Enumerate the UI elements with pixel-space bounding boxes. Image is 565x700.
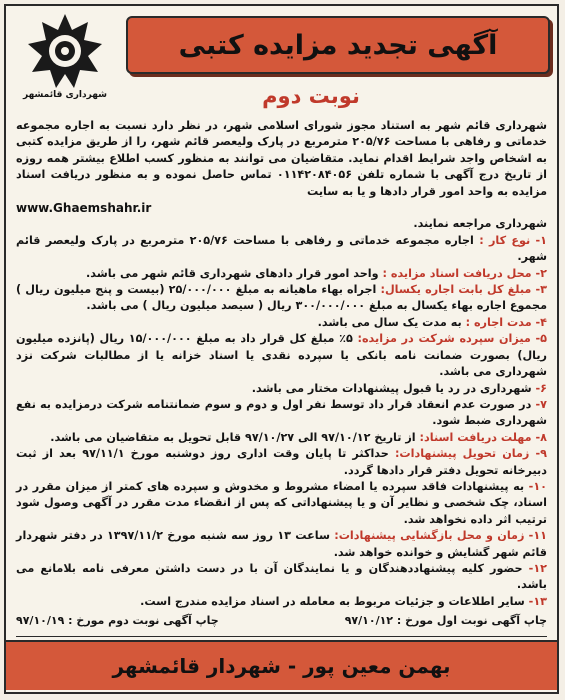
condition-label: ۱۰- [528, 479, 547, 493]
logo-caption: شهرداری قائمشهر [22, 90, 108, 100]
second-print-date: چاپ آگهی نوبت دوم مورخ : ۹۷/۱۰/۱۹ [16, 614, 219, 627]
condition-item [16, 528, 547, 561]
condition-text: واحد امور قرار دادهای شهرداری قائم شهر می باشد. [86, 266, 383, 280]
intro-text: شهرداری قائم شهر به استناد مجوز شورای اسلامی شهر، در نظر دارد نسبت به اجاره مجموعه خدماتی و رفاهی با مساحت ۲۰۵/۷۶ مترمربع در پارک ولیعصر قائم شهر، را از طریق مزایده کتبی به اشخاص واجد شرایط اقدام نماید. متقاضیان می توانند به منظور کسب اطلاع بیشتر همه روزه از تاریخ درج آگهی با شماره تلفن ۰۱۱۴۲۰۸۴۰۵۶ تماس حاصل نموده و به منظور دریافت اسناد مزایده به واحد امور قرار دادها و یا به سایت [16, 119, 547, 198]
announcement-body [16, 118, 547, 610]
signature-text: بهمن معین پور - شهردار قائمشهر [112, 654, 451, 678]
conditions-list [16, 233, 547, 610]
round-label: نوبت دوم [262, 84, 360, 108]
condition-label: ۳- مبلغ کل بابت اجاره یکسال: [380, 283, 547, 297]
condition-label: ۶- [535, 381, 547, 395]
condition-text: به پیشنهادات فاقد سپرده یا امضاء مشروط و مخدوش و سپرده های کمتر از میزان مقرر در اسناد، چک شخصی و نظایر آن و یا پیشنهاداتی که پس از انقضاء مدت مقرر در آگهی وصول شود ترتیب اثر داده نخواهد شد. [16, 479, 547, 526]
condition-item [16, 446, 547, 479]
condition-label: ۵- میزان سپرده شرکت در مزایده: [357, 332, 547, 346]
condition-text: ساعت ۱۳ روز سه شنبه مورخ ۱۳۹۷/۱۱/۲ در دفتر شهردار قائم شهر گشایش و خوانده خواهد شد. [16, 529, 547, 559]
condition-item [16, 381, 547, 397]
condition-text: اجاره مجموعه خدماتی و رفاهی با مساحت ۲۰۵/۷۶ مترمربع در پارک ولیعصر قائم شهر. [16, 233, 547, 264]
emblem-icon [26, 12, 104, 90]
municipality-logo [20, 12, 110, 116]
condition-label: ۱- نوع کار : [479, 233, 548, 247]
website-link[interactable]: www.Ghaemshahr.ir [16, 201, 152, 216]
condition-text: در صورت عدم انعقاد قرار داد توسط نفر اول و دوم و سوم ضمانتنامه شرکت درمزایده به نفع شهرداری ضبط شود. [16, 397, 547, 428]
condition-item [16, 594, 547, 610]
condition-label: ۱۲- [528, 561, 547, 575]
intro-paragraph [16, 118, 547, 233]
first-print-date: چاپ آگهی نوبت اول مورخ : ۹۷/۱۰/۱۲ [344, 614, 547, 627]
condition-text: به مدت یک سال می باشد. [317, 315, 466, 329]
condition-text: ۵٪ مبلغ کل قرار داد به مبلغ ۱۵/۰۰۰/۰۰۰ ریال (پانزده میلیون ریال) بصورت ضمانت نامه بانکی یا سپرده نقدی یا اسناد خزانه یا از مطالبات شرکت نزد شهرداری می باشد. [16, 332, 547, 379]
condition-text: اجراه بهاء ماهیانه به مبلغ ۲۵/۰۰۰/۰۰۰ (بیست و پنج میلیون ریال ) مجموع اجاره بهاء یکسال به مبلغ ۳۰۰/۰۰۰/۰۰۰ ریال ( سیصد میلیون ریال ) می باشد. [16, 283, 547, 313]
condition-item [16, 315, 547, 331]
divider [16, 636, 547, 637]
header [6, 6, 557, 121]
condition-item [16, 266, 547, 282]
signature-banner [6, 640, 557, 690]
condition-label: ۹- زمان تحویل پیشنهادات: [394, 447, 547, 461]
condition-item [16, 331, 547, 380]
condition-text: حضور کلیه پیشنهاددهندگان و یا نمایندگان آن با در دست داشتن معرفی نامه بلامانع می باشد. [16, 561, 547, 592]
announcement-page [4, 4, 559, 694]
print-dates [16, 614, 547, 632]
condition-item [16, 397, 547, 430]
condition-label: ۸- مهلت دریافت اسناد: [419, 430, 547, 444]
condition-item [16, 479, 547, 528]
condition-text: حداکثر تا پایان وقت اداری روز دوشنبه مورخ ۹۷/۱۱/۱ بعد از ثبت دبیرخانه تحویل دفتر قرار دادها گردد. [16, 447, 547, 477]
intro-tail: شهرداری مراجعه نمایند. [413, 217, 547, 231]
condition-text: سایر اطلاعات و جزئیات مربوط به معامله در اسناد مزایده مندرج است. [140, 594, 529, 608]
condition-label: ۱۱- زمان و محل بازگشایی پیشنهادات: [334, 529, 547, 543]
condition-item [16, 561, 547, 594]
condition-item [16, 233, 547, 266]
condition-label: ۷- [535, 397, 547, 411]
condition-text: از تاریخ ۹۷/۱۰/۱۲ الی ۹۷/۱۰/۲۷ قابل تحویل به متقاضیان می باشد. [50, 430, 420, 444]
condition-label: ۴- مدت اجاره : [465, 315, 547, 329]
condition-item [16, 430, 547, 446]
condition-label: ۲- محل دریافت اسناد مزایده : [382, 266, 547, 280]
condition-text: شهرداری در رد یا قبول پیشنهادات مختار می باشد. [251, 381, 536, 395]
condition-item [16, 282, 547, 315]
condition-label: ۱۳- [528, 594, 547, 608]
title-banner [126, 16, 550, 74]
page-title: آگهی تجدید مزایده کتبی [178, 29, 498, 61]
